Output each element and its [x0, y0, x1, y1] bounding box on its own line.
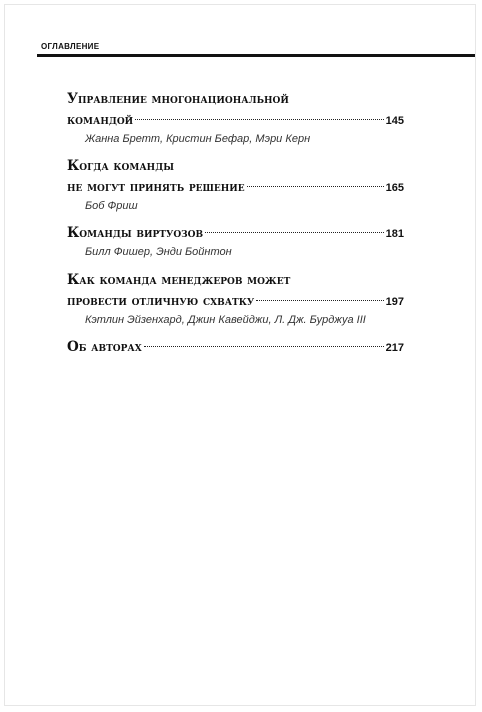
dot-leader — [247, 186, 384, 187]
entry-title: Когда команды — [67, 158, 175, 174]
running-head: ОГЛАВЛЕНИЕ — [41, 42, 100, 51]
entry-title-continued: провести отличную схватку — [67, 293, 255, 309]
entry-title: Как команда менеджеров может — [67, 272, 291, 288]
page-number: 145 — [385, 115, 404, 127]
entry-title: Управление многонациональной — [67, 91, 289, 107]
entry-authors: Боб Фриш — [85, 200, 138, 212]
entry-title-continued: командой — [67, 112, 134, 128]
page — [4, 4, 476, 706]
dot-leader — [144, 346, 384, 347]
entry-title-continued: не могут принять решение — [67, 179, 245, 195]
toc-entry[interactable] — [67, 270, 404, 328]
toc-entry[interactable] — [67, 156, 404, 214]
dot-leader — [256, 300, 383, 301]
toc-entry[interactable] — [67, 337, 404, 359]
entry-authors: Жанна Бретт, Кристин Бефар, Мэри Керн — [85, 133, 311, 145]
header-rule — [37, 54, 475, 57]
entry-title: Команды виртуозов — [67, 225, 204, 241]
page-number: 217 — [385, 342, 404, 354]
entry-title: Об авторах — [67, 339, 142, 355]
entry-authors: Кэтлин Эйзенхард, Джин Кавейджи, Л. Дж. Бурджуа III — [85, 314, 366, 326]
entry-authors: Билл Фишер, Энди Бойнтон — [85, 246, 232, 258]
toc-entry[interactable] — [67, 89, 404, 147]
page-number: 181 — [385, 228, 404, 240]
toc-entry[interactable] — [67, 223, 404, 260]
dot-leader — [205, 232, 384, 233]
dot-leader — [135, 119, 383, 120]
page-number: 197 — [385, 296, 404, 308]
page-number: 165 — [385, 182, 404, 194]
